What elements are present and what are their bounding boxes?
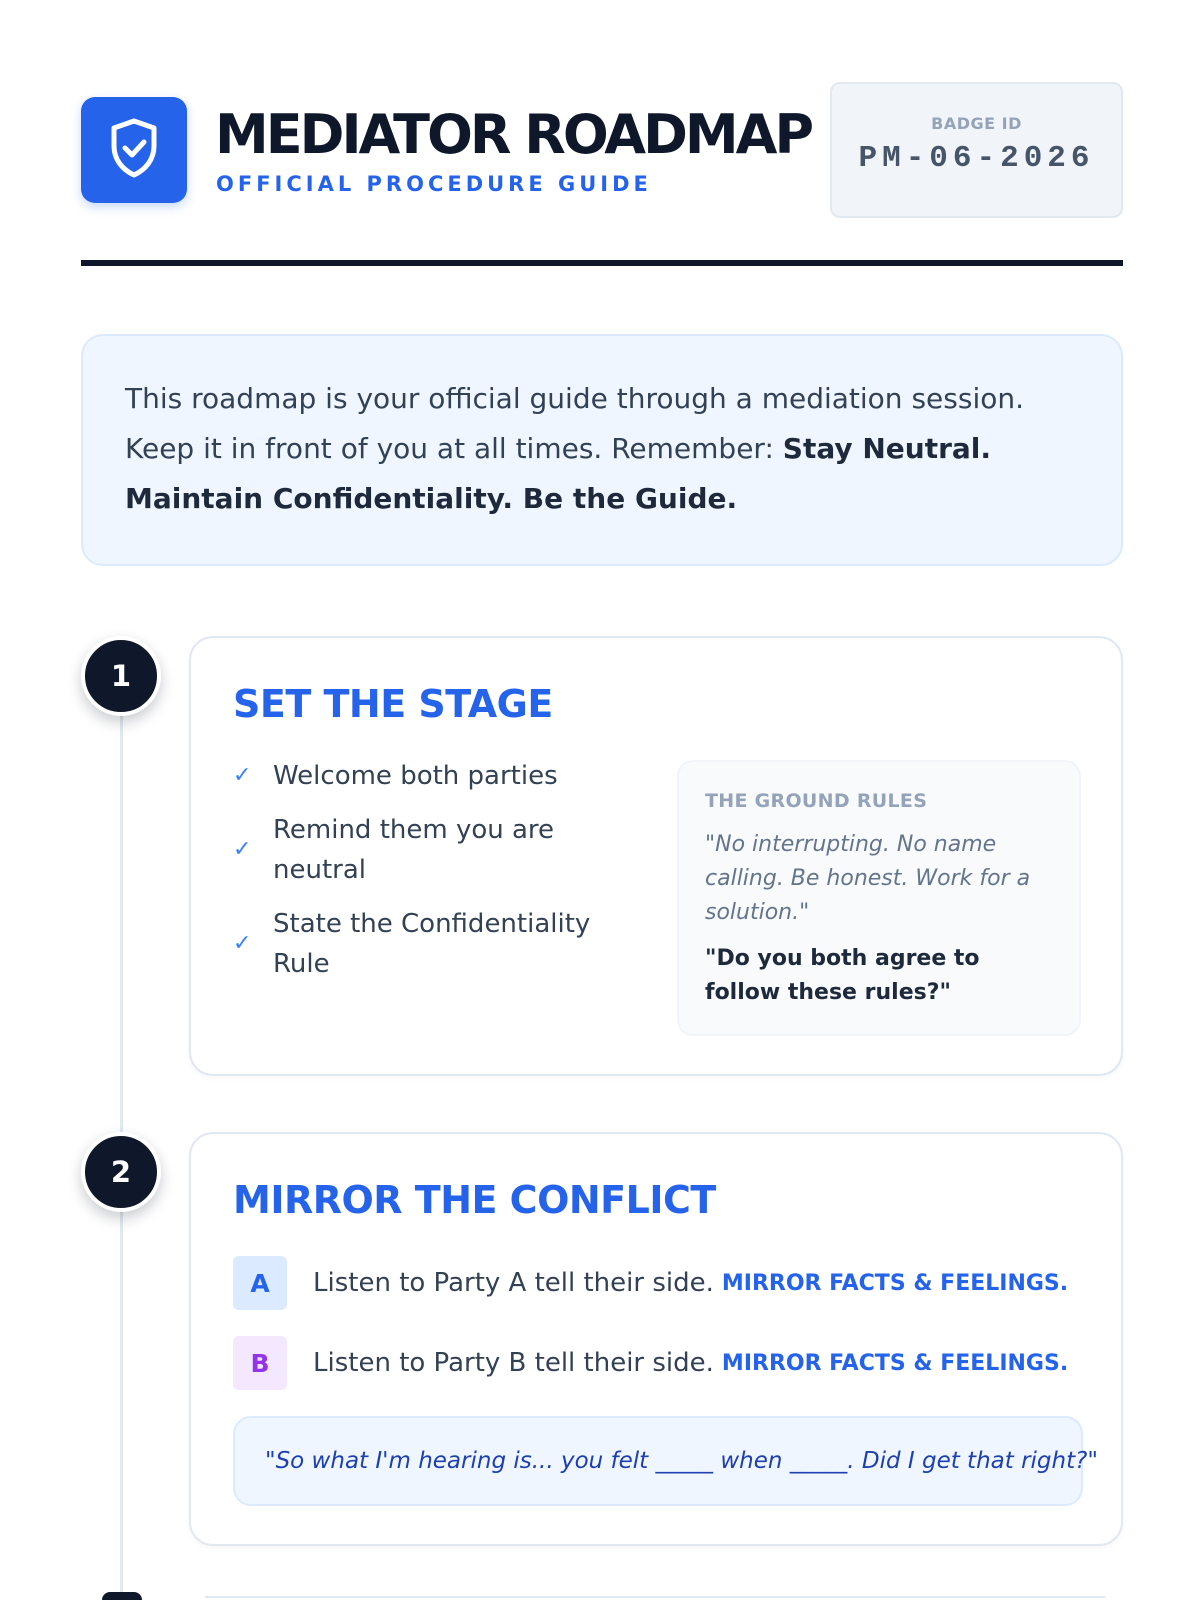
- step-number: 2: [81, 1132, 161, 1212]
- checklist-item: [233, 756, 613, 796]
- step-card-mirror-the-conflict: [189, 1132, 1123, 1546]
- checkmark-icon: ✓: [233, 931, 252, 956]
- page-subtitle: OFFICIAL PROCEDURE GUIDE: [216, 172, 652, 196]
- step-number-peek: [102, 1592, 142, 1600]
- ground-rules-question: "Do you both agree to follow these rules?": [705, 946, 980, 1005]
- badge-label: BADGE ID: [931, 114, 1022, 133]
- intro-box: [81, 334, 1123, 566]
- party-b-text: Listen to Party B tell their side.: [313, 1348, 714, 1378]
- checklist-item: [233, 810, 613, 890]
- checklist: [233, 756, 613, 998]
- party-row-b: [233, 1336, 1068, 1390]
- checkmark-icon: ✓: [233, 763, 252, 788]
- step-card-set-the-stage: [189, 636, 1123, 1076]
- ground-rules-label: THE GROUND RULES: [705, 790, 928, 812]
- step-card-peek: [205, 1596, 1105, 1600]
- checklist-item-label: State the Confidentiality Rule: [273, 909, 591, 979]
- mirror-prompt: "So what I'm hearing is... you felt _____ when _____. Did I get that right?": [233, 1416, 1083, 1506]
- intro-emphasis: Stay Neutral. Maintain Confidentiality. Be the Guide.: [125, 432, 992, 515]
- logo: [81, 97, 187, 203]
- ground-rules-quote: "No interrupting. No name calling. Be honest. Work for a solution.": [705, 832, 1031, 925]
- party-a-text: Listen to Party A tell their side.: [313, 1268, 714, 1298]
- checklist-item-label: Remind them you are neutral: [273, 815, 555, 885]
- shield-check-icon: [108, 117, 160, 183]
- intro-text: This roadmap is your official guide through a mediation session. Keep it in front of you at all times. Remember:: [125, 382, 1024, 465]
- party-a-tag: MIRROR FACTS & FEELINGS.: [721, 1270, 1069, 1296]
- party-row-a: [233, 1256, 1068, 1310]
- page-title: MEDIATOR ROADMAP: [215, 103, 812, 166]
- party-b-chip: B: [233, 1336, 287, 1390]
- checklist-item-label: Welcome both parties: [273, 761, 558, 791]
- party-a-chip: A: [233, 1256, 287, 1310]
- step-title: MIRROR THE CONFLICT: [233, 1178, 716, 1222]
- step-number: 1: [81, 636, 161, 716]
- ground-rules-box: [677, 760, 1081, 1036]
- header-divider: [81, 260, 1123, 266]
- checkmark-icon: ✓: [233, 837, 252, 862]
- checklist-item: [233, 904, 613, 984]
- party-b-tag: MIRROR FACTS & FEELINGS.: [721, 1350, 1069, 1376]
- badge-card: [830, 82, 1123, 218]
- badge-id: PM-06-2026: [858, 141, 1095, 176]
- step-title: SET THE STAGE: [233, 682, 553, 726]
